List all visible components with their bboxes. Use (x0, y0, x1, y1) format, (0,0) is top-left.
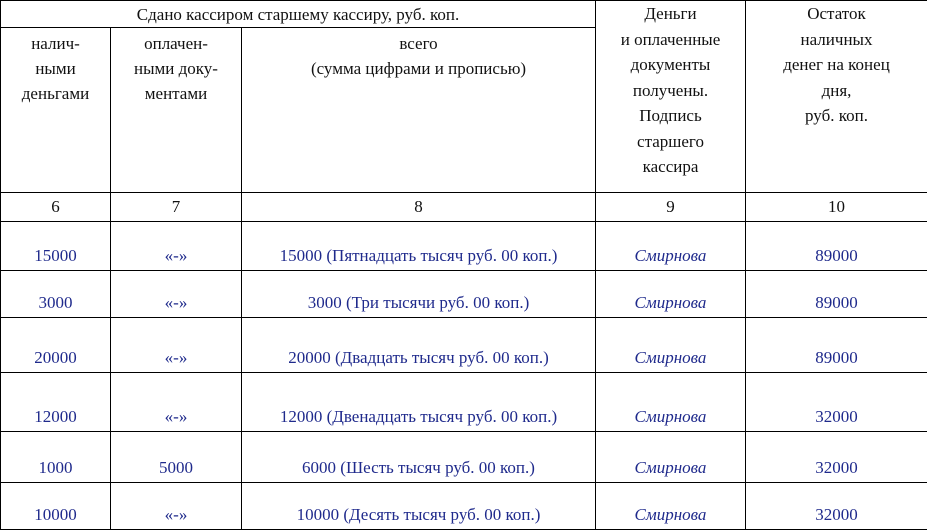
cash-amount-cell: 1000 (1, 432, 111, 483)
docs-amount-cell: «-» (111, 222, 242, 271)
table-row (1, 373, 927, 432)
header-col7-line: ными доку- (111, 56, 241, 81)
signature-cell: Смирнова (596, 222, 746, 271)
table-row (1, 483, 927, 530)
balance-cell: 89000 (746, 271, 927, 318)
header-col9-line: Подпись (596, 103, 745, 129)
table-row (1, 318, 927, 373)
header-col9-line: документы (596, 52, 745, 78)
header-col9-line: кассира (596, 154, 745, 180)
balance-cell: 89000 (746, 318, 927, 373)
docs-amount-cell: «-» (111, 483, 242, 530)
header-col6-line: налич- (1, 31, 110, 56)
header-col9-line: старшего (596, 129, 745, 155)
header-col8-line: (сумма цифрами и прописью) (242, 56, 595, 81)
table-row (1, 432, 927, 483)
header-col10-line: дня, (746, 78, 927, 104)
signature-cell: Смирнова (596, 483, 746, 530)
header-col9-line: Деньги (596, 1, 745, 27)
table-row (1, 271, 927, 318)
column-number: 7 (111, 193, 242, 222)
header-col10 (746, 1, 927, 193)
docs-amount-cell: «-» (111, 318, 242, 373)
header-col10-line: наличных (746, 27, 927, 53)
column-number-row (1, 193, 927, 222)
signature-cell: Смирнова (596, 373, 746, 432)
total-amount-cell: 15000 (Пятнадцать тысяч руб. 00 коп.) (242, 222, 596, 271)
cash-amount-cell: 10000 (1, 483, 111, 530)
balance-cell: 32000 (746, 483, 927, 530)
header-col6 (1, 28, 111, 193)
signature-cell: Смирнова (596, 318, 746, 373)
column-number: 6 (1, 193, 111, 222)
table-row (1, 222, 927, 271)
header-col8-line: всего (242, 31, 595, 56)
header-col10-line: руб. коп. (746, 103, 927, 129)
total-amount-cell: 6000 (Шесть тысяч руб. 00 коп.) (242, 432, 596, 483)
header-col9 (596, 1, 746, 193)
total-amount-cell: 3000 (Три тысячи руб. 00 коп.) (242, 271, 596, 318)
signature-cell: Смирнова (596, 271, 746, 318)
total-amount-cell: 12000 (Двенадцать тысяч руб. 00 коп.) (242, 373, 596, 432)
cash-amount-cell: 3000 (1, 271, 111, 318)
column-number: 9 (596, 193, 746, 222)
header-col10-line: денег на конец (746, 52, 927, 78)
balance-cell: 32000 (746, 373, 927, 432)
header-col7-line: оплачен- (111, 31, 241, 56)
column-number: 10 (746, 193, 927, 222)
header-col9-line: получены. (596, 78, 745, 104)
cash-amount-cell: 20000 (1, 318, 111, 373)
cash-amount-cell: 12000 (1, 373, 111, 432)
total-amount-cell: 10000 (Десять тысяч руб. 00 коп.) (242, 483, 596, 530)
docs-amount-cell: 5000 (111, 432, 242, 483)
total-amount-cell: 20000 (Двадцать тысяч руб. 00 коп.) (242, 318, 596, 373)
header-col9-line: и оплаченные (596, 27, 745, 53)
header-col6-line: деньгами (1, 81, 110, 106)
signature-cell: Смирнова (596, 432, 746, 483)
header-group-title: Сдано кассиром старшему кассиру, руб. коп. (1, 1, 596, 28)
docs-amount-cell: «-» (111, 373, 242, 432)
column-number: 8 (242, 193, 596, 222)
header-col6-line: ными (1, 56, 110, 81)
balance-cell: 89000 (746, 222, 927, 271)
header-col8 (242, 28, 596, 193)
header-col7 (111, 28, 242, 193)
balance-cell: 32000 (746, 432, 927, 483)
docs-amount-cell: «-» (111, 271, 242, 318)
header-row-1 (1, 1, 927, 28)
header-col10-line: Остаток (746, 1, 927, 27)
header-col7-line: ментами (111, 81, 241, 106)
cash-amount-cell: 15000 (1, 222, 111, 271)
